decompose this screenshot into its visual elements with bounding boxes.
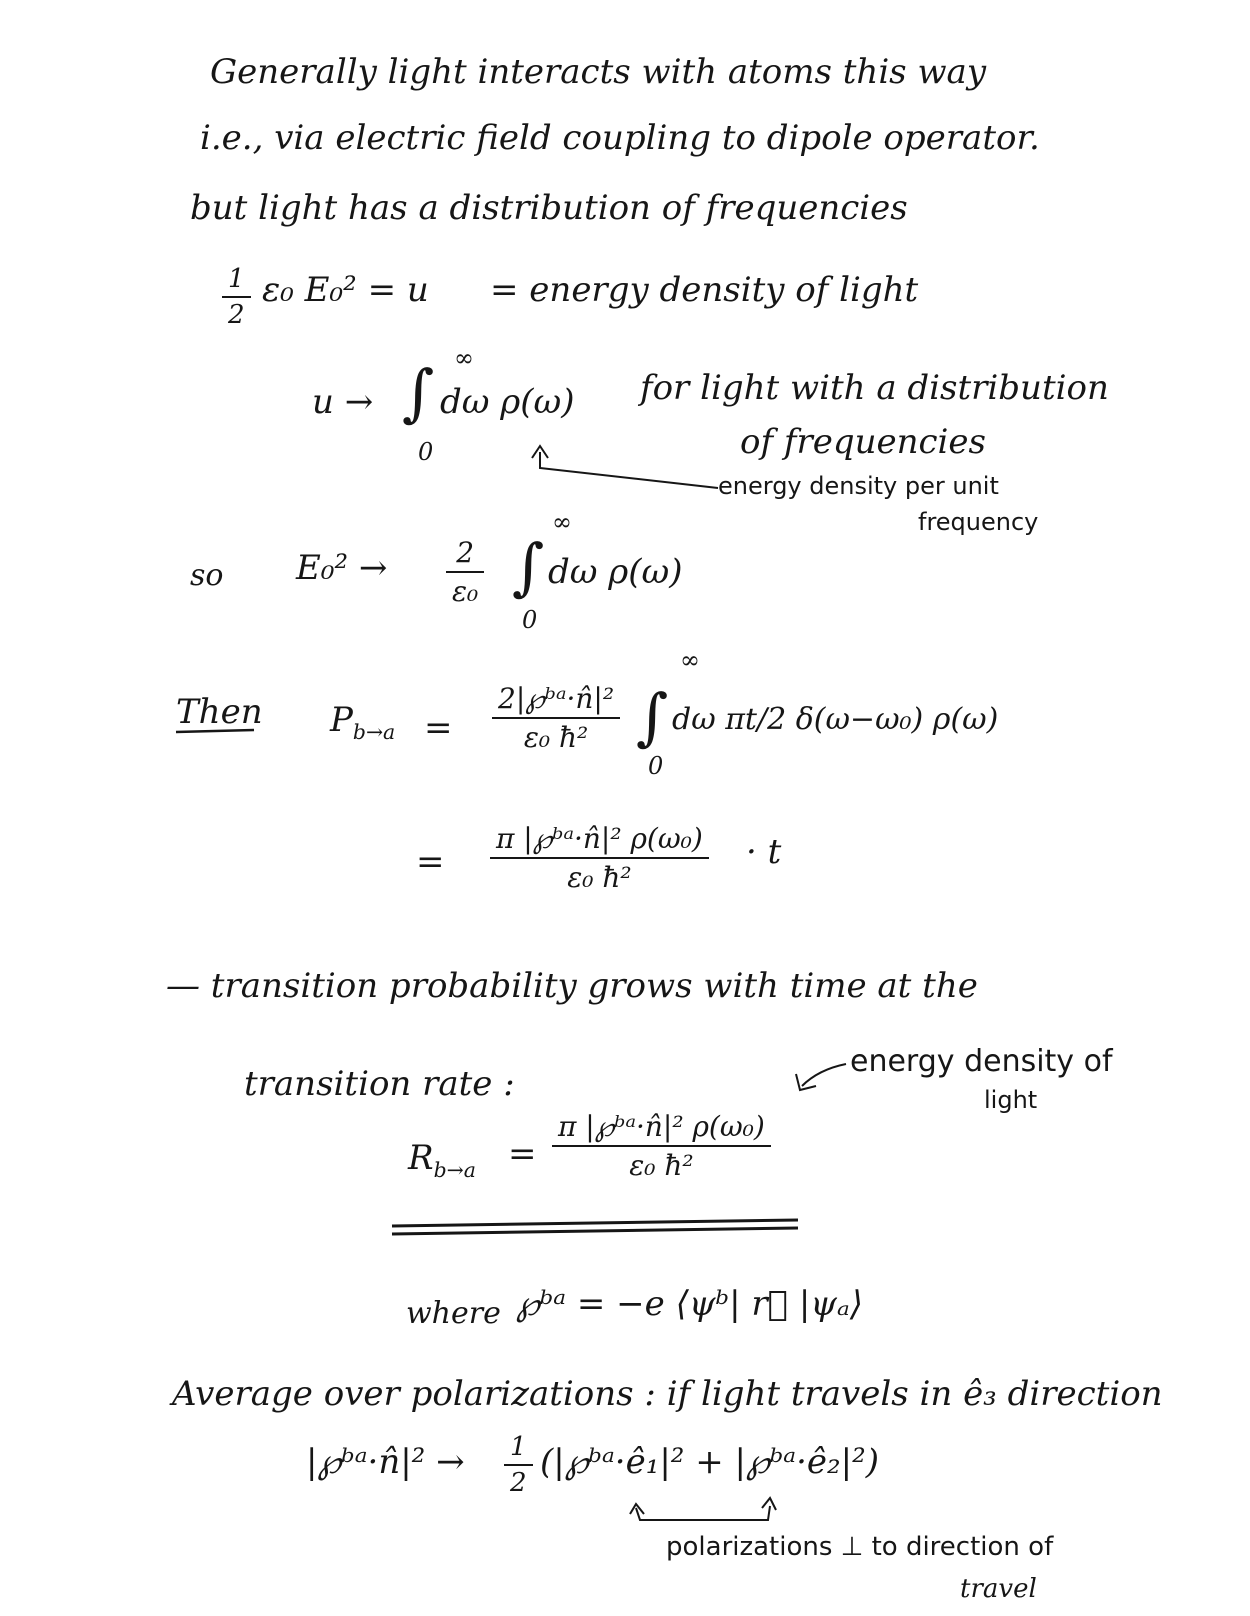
integral-dw-rho-2: dω ρ(ω) (548, 552, 683, 592)
half-fraction: 1 2 (222, 262, 251, 332)
average-line: Average over polarizations : if light travels in ê₃ direction (172, 1374, 1163, 1414)
transition-rate-label: transition rate : (244, 1064, 515, 1104)
rate-note-pointer (802, 1064, 846, 1086)
polar-note-line2: travel (960, 1574, 1037, 1604)
line-generally: Generally light interacts with atoms this way (210, 52, 987, 92)
line-ie: i.e., via electric field coupling to dipole operator. (200, 118, 1040, 158)
integral-sign: ∫ (402, 356, 435, 429)
r-fraction: π |℘ᵇᵃ·n̂|² ρ(ω₀) ε₀ ħ² (552, 1108, 771, 1184)
energy-note-line2: frequency (918, 508, 1039, 536)
so-label: so (190, 558, 224, 593)
p2-equals: = (416, 842, 445, 882)
integral-lower-limit-2: 0 (522, 606, 538, 634)
where-label: where (406, 1296, 501, 1331)
times-t: · t (746, 832, 782, 872)
rate-note-line2: light (984, 1086, 1038, 1114)
distribution-label: for light with a distribution (640, 368, 1109, 408)
average-lhs: |℘ᵇᵃ·n̂|² → (306, 1442, 465, 1482)
r-lhs: $R_{b\to a}$ (408, 1138, 476, 1182)
line-distribution: but light has a distribution of frequencies (190, 188, 908, 228)
integral-lower-limit: 0 (418, 438, 434, 466)
energy-note-line1: energy density per unit (718, 472, 999, 500)
two-over-eps0: 2 ε₀ (446, 534, 484, 610)
p-fraction: 2|℘ᵇᵃ·n̂|² ε₀ ħ² (492, 680, 620, 756)
then-underline (176, 730, 254, 732)
p2-fraction: π |℘ᵇᵃ·n̂|² ρ(ω₀) ε₀ ħ² (490, 820, 709, 896)
integral-dw-rho: dω ρ(ω) (440, 382, 575, 422)
p-lhs: $P_{b\to a}$ (330, 700, 396, 744)
growth-line: — transition probability grows with time at the (166, 966, 978, 1006)
p-integrand: dω πt/2 δ(ω−ω₀) ρ(ω) (672, 702, 999, 737)
rate-note-line1: energy density of (850, 1044, 1113, 1079)
integral-lower-limit-3: 0 (648, 752, 664, 780)
average-rhs: (|℘ᵇᵃ·ê₁|² + |℘ᵇᵃ·ê₂|²) (540, 1442, 879, 1482)
result-underline-2 (392, 1228, 798, 1234)
dipole-definition: ℘ᵇᵃ = −e ⟨ψᵇ| r⃗ |ψₐ⟩ (516, 1284, 863, 1324)
polar-note-line1: polarizations ⊥ to direction of (666, 1532, 1054, 1562)
energy-density-eq: ε₀ E₀² = u (262, 270, 429, 310)
then-label: Then (176, 692, 263, 732)
r-equals: = (508, 1134, 537, 1174)
p-equals: = (424, 708, 453, 748)
polarization-bracket (636, 1506, 770, 1520)
e0-squared-arrow: E₀² → (296, 548, 388, 588)
integral-sign-3: ∫ (636, 680, 669, 753)
frequencies-label: of frequencies (740, 422, 986, 462)
integral-upper-limit: ∞ (454, 344, 474, 372)
integral-upper-limit-3: ∞ (680, 646, 700, 674)
integral-upper-limit-2: ∞ (552, 508, 572, 536)
u-arrow: u → (312, 382, 374, 422)
result-underline-1 (392, 1220, 798, 1226)
energy-density-pointer (540, 452, 718, 488)
energy-density-label: = energy density of light (490, 270, 919, 310)
average-half: 1 2 (504, 1430, 533, 1500)
integral-sign-2: ∫ (512, 530, 545, 603)
